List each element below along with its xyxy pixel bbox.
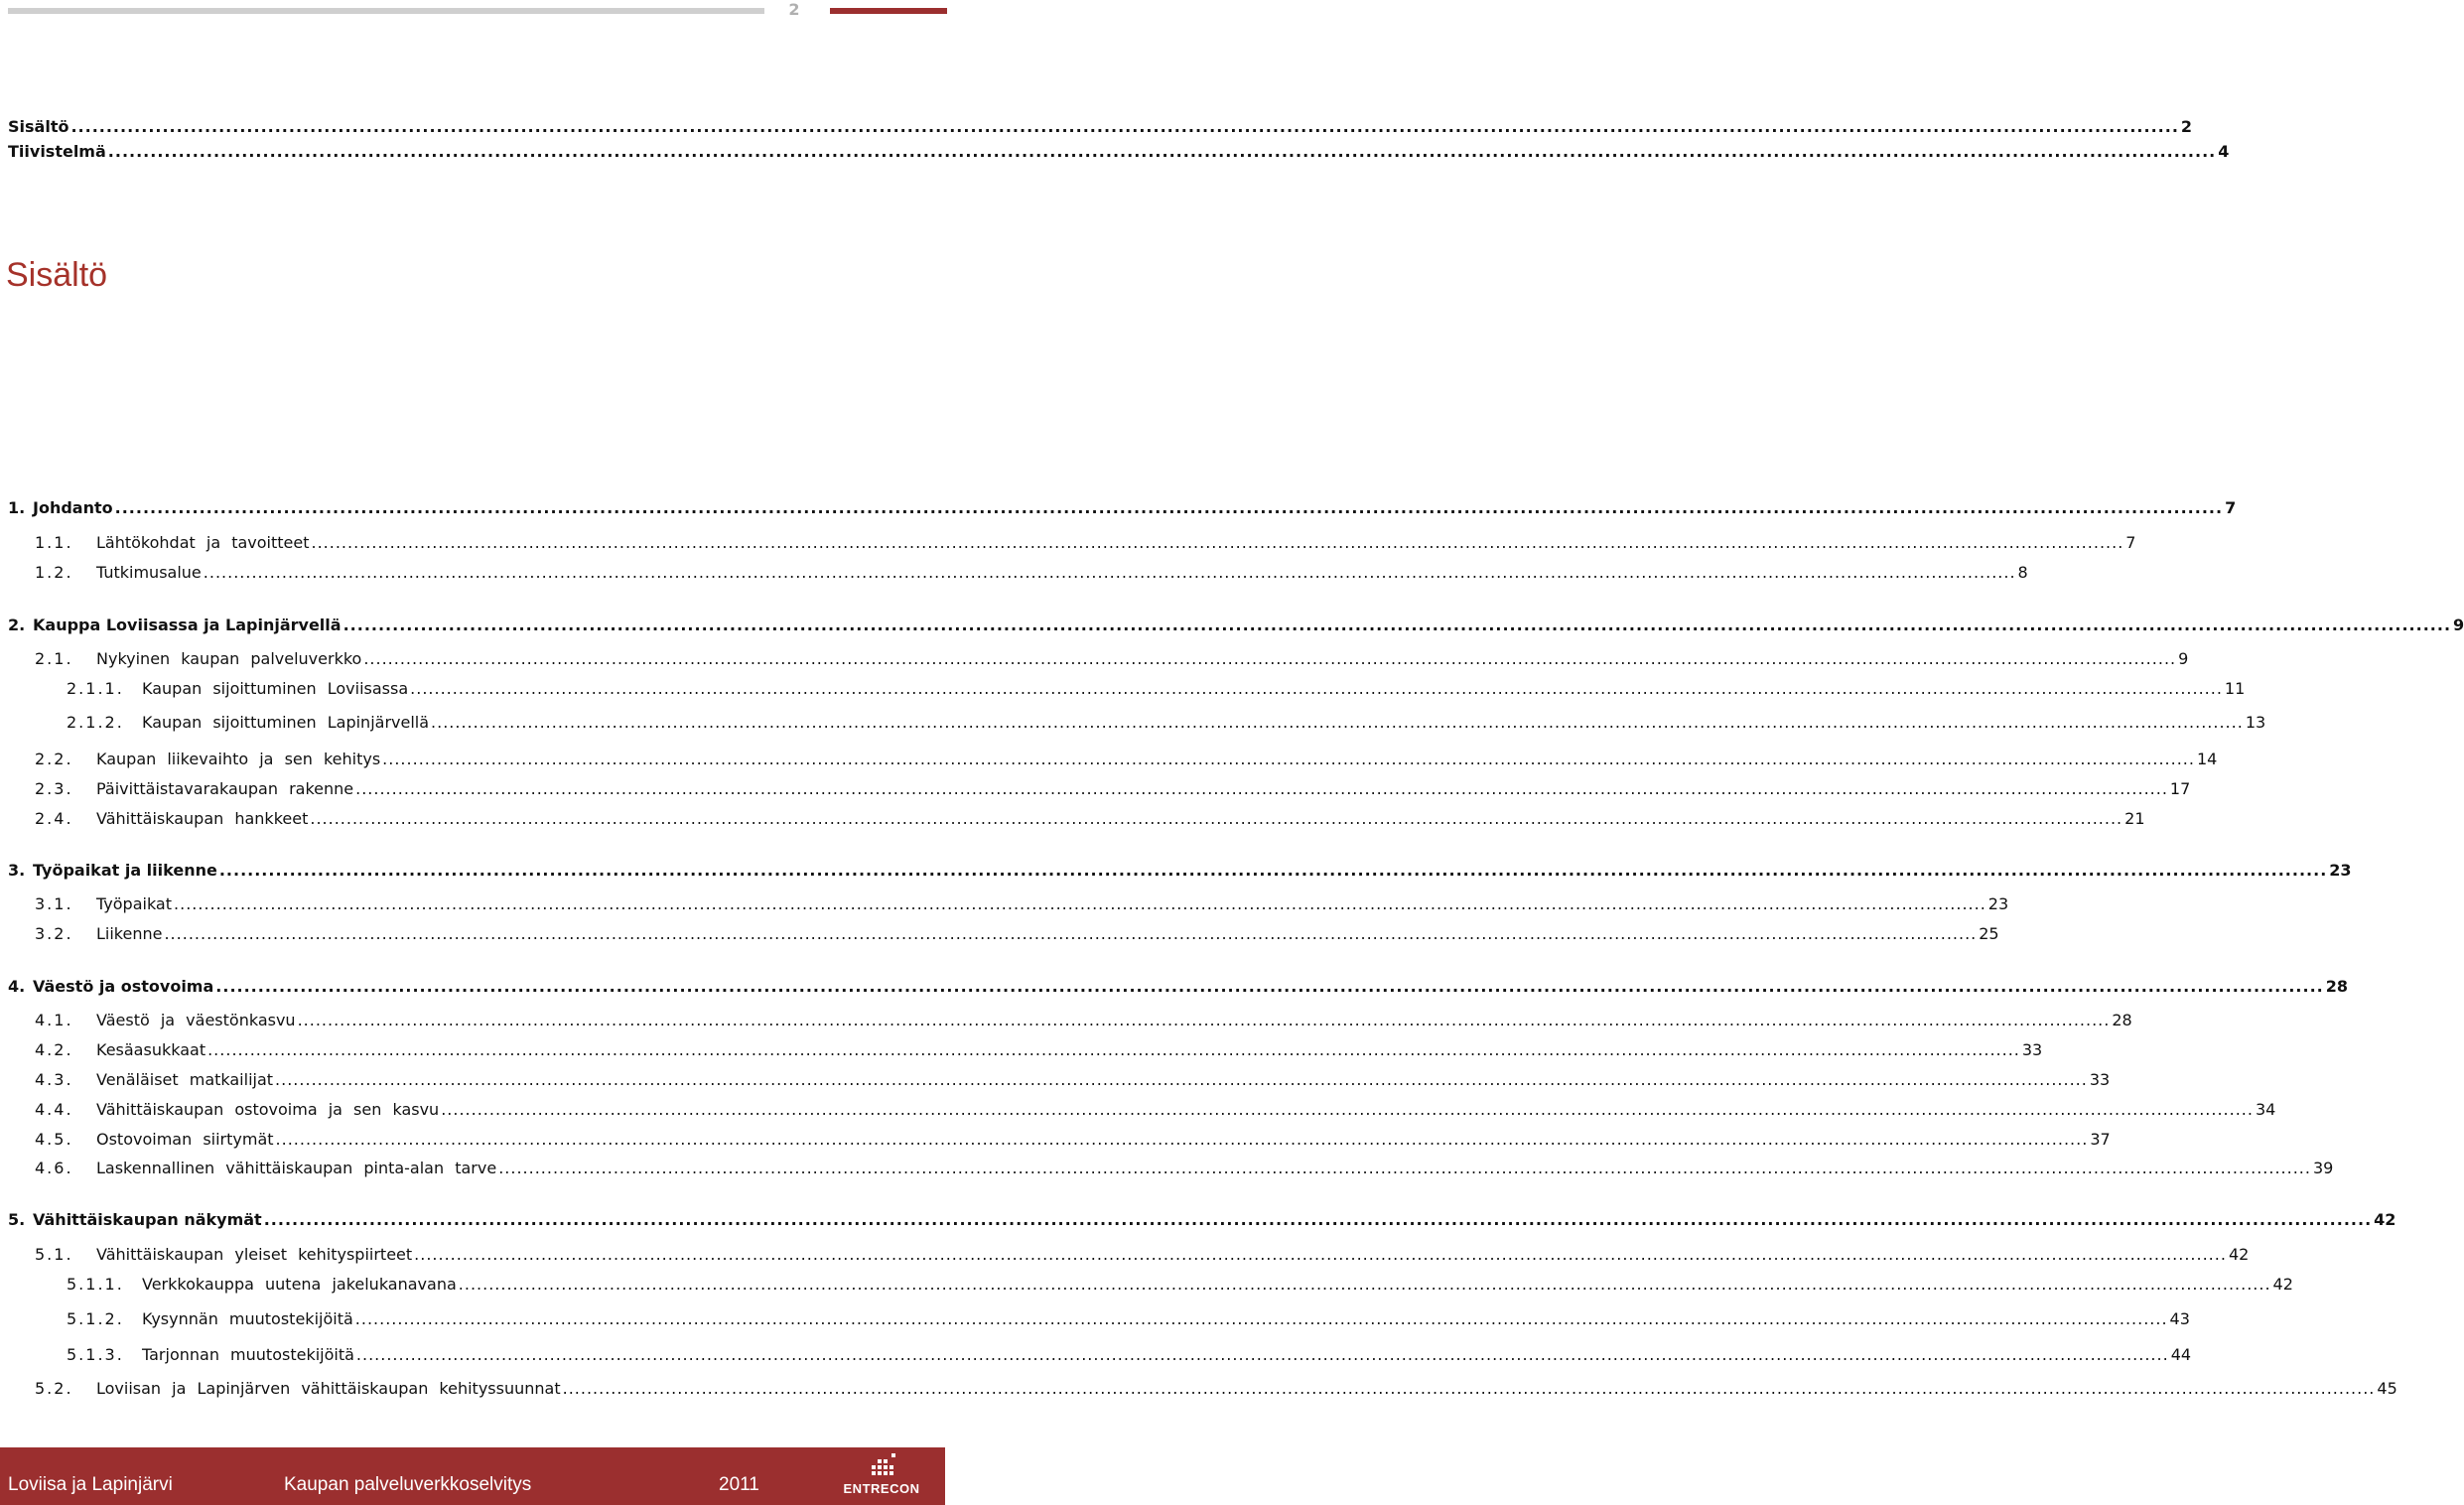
toc-entry-title: Laskennallinen vähittäiskaupan pinta-alan tarve xyxy=(96,1159,497,1177)
toc-entry-title: Päivittäistavarakaupan rakenne xyxy=(96,779,354,798)
toc-entry[interactable] xyxy=(8,1210,2396,1234)
toc-entry[interactable] xyxy=(35,779,2191,803)
toc-entry-page: 43 xyxy=(2169,1309,2190,1328)
toc-entry[interactable] xyxy=(67,1309,2190,1333)
toc-dot-leader: ............................................................................................................................................................................................................................................................................................................ xyxy=(297,1011,2111,1029)
toc-entry-title: Tarjonnan muutostekijöitä xyxy=(142,1345,354,1364)
toc-dot-leader: ............................................................................................................................................................................................................................................................................................................ xyxy=(70,117,2179,136)
toc-entry-number: 2.1. xyxy=(35,649,73,668)
toc-dot-leader: ............................................................................................................................................................................................................................................................................................................ xyxy=(431,713,2244,732)
toc-entry-page: 9 xyxy=(2453,616,2464,634)
toc-entry-page: 33 xyxy=(2021,1040,2043,1059)
toc-entry-page: 21 xyxy=(2124,809,2145,828)
toc-dot-leader: ............................................................................................................................................................................................................................................................................................................ xyxy=(498,1159,2311,1177)
toc-dot-leader: ............................................................................................................................................................................................................................................................................................................ xyxy=(174,894,1986,913)
toc-entry-title: Verkkokauppa uutena jakelukanavana xyxy=(142,1275,457,1294)
toc-entry[interactable] xyxy=(8,861,2352,885)
toc-entry-page: 23 xyxy=(2329,861,2352,880)
toc-entry-number: 3.2. xyxy=(35,924,73,943)
page-number: 2 xyxy=(788,0,800,19)
toc-entry-number: 2.2. xyxy=(35,750,73,768)
toc-entry-page: 28 xyxy=(2112,1011,2132,1029)
toc-dot-leader: ............................................................................................................................................................................................................................................................................................................ xyxy=(342,616,2452,634)
toc-entry-number: 5.2. xyxy=(35,1379,73,1398)
toc-entry-page: 9 xyxy=(2178,649,2189,668)
toc-entry-title: Sisältö xyxy=(8,117,69,136)
toc-entry-title: Lähtökohdat ja tavoitteet xyxy=(96,533,310,552)
toc-dot-leader: ............................................................................................................................................................................................................................................................................................................ xyxy=(311,533,2124,552)
footer-year: 2011 xyxy=(719,1474,759,1495)
toc-dot-leader: ............................................................................................................................................................................................................................................................................................................ xyxy=(310,809,2123,828)
toc-dot-leader: ............................................................................................................................................................................................................................................................................................................ xyxy=(207,1040,2020,1059)
toc-dot-leader: ............................................................................................................................................................................................................................................................................................................ xyxy=(414,1245,2227,1264)
toc-dot-leader: ............................................................................................................................................................................................................................................................................................................ xyxy=(355,1345,2169,1364)
toc-entry-page: 4 xyxy=(2218,142,2230,161)
toc-entry-title: Johdanto xyxy=(33,498,113,517)
toc-dot-leader: ............................................................................................................................................................................................................................................................................................................ xyxy=(215,977,2324,996)
toc-entry[interactable] xyxy=(35,924,1999,948)
logo-wordmark: ENTRECON xyxy=(843,1481,920,1496)
toc-entry[interactable] xyxy=(8,142,2230,166)
toc-entry-title: Kesäasukkaat xyxy=(96,1040,206,1059)
toc-entry-title: Vähittäiskaupan yleiset kehityspiirteet xyxy=(96,1245,413,1264)
toc-entry-number: 5.1.3. xyxy=(67,1345,124,1364)
toc-entry[interactable] xyxy=(8,498,2237,522)
toc-entry-page: 14 xyxy=(2196,750,2218,768)
header-rule-right xyxy=(830,8,947,14)
toc-entry[interactable] xyxy=(35,563,2028,587)
toc-entry-title: Väestö ja väestönkasvu xyxy=(96,1011,296,1029)
toc-entry-page: 42 xyxy=(2228,1245,2250,1264)
toc-dot-leader: ............................................................................................................................................................................................................................................................................................................ xyxy=(562,1379,2376,1398)
toc-entry[interactable] xyxy=(35,894,2009,918)
toc-dot-leader: ............................................................................................................................................................................................................................................................................................................ xyxy=(107,142,2217,161)
toc-entry[interactable] xyxy=(35,1159,2334,1182)
toc-dot-leader: ............................................................................................................................................................................................................................................................................................................ xyxy=(382,750,2195,768)
page-title: Sisältö xyxy=(6,256,108,294)
toc-entry-page: 7 xyxy=(2225,498,2237,517)
header-rule-left xyxy=(8,8,764,14)
toc-dot-leader: ............................................................................................................................................................................................................................................................................................................ xyxy=(354,1309,2168,1328)
toc-entry-page: 42 xyxy=(2272,1275,2293,1294)
toc-entry[interactable] xyxy=(35,1379,2397,1403)
toc-entry-number: 4.3. xyxy=(35,1070,73,1089)
toc-entry[interactable] xyxy=(67,1275,2293,1299)
toc-entry-number: 4.5. xyxy=(35,1130,73,1149)
toc-entry-title: Vähittäiskaupan näkymät xyxy=(33,1210,262,1229)
toc-entry-number: 5.1. xyxy=(35,1245,73,1264)
toc-entry[interactable] xyxy=(35,533,2136,557)
toc-entry-page: 44 xyxy=(2170,1345,2192,1364)
toc-entry-number: 5. xyxy=(8,1210,26,1229)
toc-entry[interactable] xyxy=(67,713,2266,737)
toc-entry[interactable] xyxy=(8,616,2464,639)
toc-dot-leader: ............................................................................................................................................................................................................................................................................................................ xyxy=(263,1210,2373,1229)
toc-entry[interactable] xyxy=(35,649,2189,673)
toc-entry[interactable] xyxy=(8,117,2193,141)
toc-entry-title: Tiivistelmä xyxy=(8,142,106,161)
toc-entry-number: 4.6. xyxy=(35,1159,73,1177)
toc-entry-number: 3. xyxy=(8,861,26,880)
toc-entry-title: Tutkimusalue xyxy=(96,563,202,582)
toc-entry[interactable] xyxy=(8,977,2348,1001)
toc-entry-page: 34 xyxy=(2255,1100,2276,1119)
toc-dot-leader: ............................................................................................................................................................................................................................................................................................................ xyxy=(114,498,2224,517)
toc-entry-number: 2.3. xyxy=(35,779,73,798)
toc-dot-leader: ............................................................................................................................................................................................................................................................................................................ xyxy=(410,679,2223,698)
toc-entry-page: 42 xyxy=(2374,1210,2396,1229)
toc-entry[interactable] xyxy=(35,1011,2132,1034)
toc-entry-title: Ostovoiman siirtymät xyxy=(96,1130,274,1149)
toc-entry-page: 2 xyxy=(2180,117,2193,136)
toc-entry-page: 7 xyxy=(2125,533,2136,552)
toc-entry-number: 5.1.2. xyxy=(67,1309,124,1328)
toc-entry-page: 28 xyxy=(2325,977,2348,996)
toc-entry[interactable] xyxy=(35,750,2218,773)
toc-entry-title: Kaupan sijoittuminen Lapinjärvellä xyxy=(142,713,430,732)
toc-entry-title: Kaupan sijoittuminen Loviisassa xyxy=(142,679,409,698)
toc-entry[interactable] xyxy=(35,1245,2250,1269)
toc-entry-title: Kysynnän muutostekijöitä xyxy=(142,1309,353,1328)
toc-entry-page: 23 xyxy=(1987,894,2009,913)
toc-entry-title: Vähittäiskaupan hankkeet xyxy=(96,809,309,828)
toc-dot-leader: ............................................................................................................................................................................................................................................................................................................ xyxy=(203,563,2016,582)
toc-entry-page: 8 xyxy=(2017,563,2028,582)
toc-entry[interactable] xyxy=(35,1070,2111,1094)
toc-dot-leader: ............................................................................................................................................................................................................................................................................................................ xyxy=(458,1275,2271,1294)
toc-entry-number: 4.4. xyxy=(35,1100,73,1119)
toc-entry-page: 39 xyxy=(2312,1159,2334,1177)
toc-entry-number: 4.2. xyxy=(35,1040,73,1059)
toc-entry-page: 25 xyxy=(1979,924,1999,943)
toc-entry[interactable] xyxy=(35,809,2145,833)
toc-entry[interactable] xyxy=(35,1040,2043,1064)
footer-municipalities: Loviisa ja Lapinjärvi xyxy=(8,1474,173,1495)
toc-dot-leader: ............................................................................................................................................................................................................................................................................................................ xyxy=(363,649,2177,668)
toc-entry-number: 1.2. xyxy=(35,563,73,582)
logo-grid-icon xyxy=(840,1451,923,1481)
toc-entry-title: Vähittäiskaupan ostovoima ja sen kasvu xyxy=(96,1100,440,1119)
toc-entry-title: Venäläiset matkailijat xyxy=(96,1070,274,1089)
toc-entry-number: 2. xyxy=(8,616,26,634)
toc-entry-title: Työpaikat xyxy=(96,894,173,913)
toc-entry-title: Liikenne xyxy=(96,924,163,943)
toc-entry[interactable] xyxy=(67,679,2246,703)
toc-entry-number: 3.1. xyxy=(35,894,73,913)
toc-entry[interactable] xyxy=(67,1345,2192,1369)
toc-entry[interactable] xyxy=(35,1100,2276,1124)
toc-entry-title: Kauppa Loviisassa ja Lapinjärvellä xyxy=(33,616,342,634)
toc-entry-page: 45 xyxy=(2377,1379,2397,1398)
toc-entry-number: 4.1. xyxy=(35,1011,73,1029)
toc-entry-number: 4. xyxy=(8,977,26,996)
toc-dot-leader: ............................................................................................................................................................................................................................................................................................................ xyxy=(164,924,1978,943)
toc-entry-page: 37 xyxy=(2090,1130,2111,1149)
toc-entry-number: 1.1. xyxy=(35,533,73,552)
toc-entry-number: 5.1.1. xyxy=(67,1275,124,1294)
toc-dot-leader: ............................................................................................................................................................................................................................................................................................................ xyxy=(355,779,2168,798)
toc-entry-page: 13 xyxy=(2245,713,2266,732)
toc-dot-leader: ............................................................................................................................................................................................................................................................................................................ xyxy=(218,861,2328,880)
footer-report-title: Kaupan palveluverkkoselvitys xyxy=(284,1474,532,1495)
toc-entry-title: Loviisan ja Lapinjärven vähittäiskaupan kehityssuunnat xyxy=(96,1379,561,1398)
entrecon-logo xyxy=(840,1451,923,1499)
toc-entry-page: 17 xyxy=(2169,779,2191,798)
toc-entry-number: 2.4. xyxy=(35,809,73,828)
toc-entry-page: 11 xyxy=(2224,679,2246,698)
toc-entry[interactable] xyxy=(35,1130,2111,1154)
toc-entry-number: 2.1.1. xyxy=(67,679,124,698)
toc-entry-page: 33 xyxy=(2089,1070,2111,1089)
toc-entry-number: 1. xyxy=(8,498,26,517)
toc-dot-leader: ............................................................................................................................................................................................................................................................................................................ xyxy=(275,1130,2089,1149)
toc-entry-title: Nykyinen kaupan palveluverkko xyxy=(96,649,362,668)
toc-entry-title: Kaupan liikevaihto ja sen kehitys xyxy=(96,750,381,768)
toc-dot-leader: ............................................................................................................................................................................................................................................................................................................ xyxy=(441,1100,2254,1119)
toc-dot-leader: ............................................................................................................................................................................................................................................................................................................ xyxy=(275,1070,2088,1089)
toc-entry-title: Väestö ja ostovoima xyxy=(33,977,214,996)
toc-entry-number: 2.1.2. xyxy=(67,713,124,732)
toc-entry-title: Työpaikat ja liikenne xyxy=(33,861,217,880)
